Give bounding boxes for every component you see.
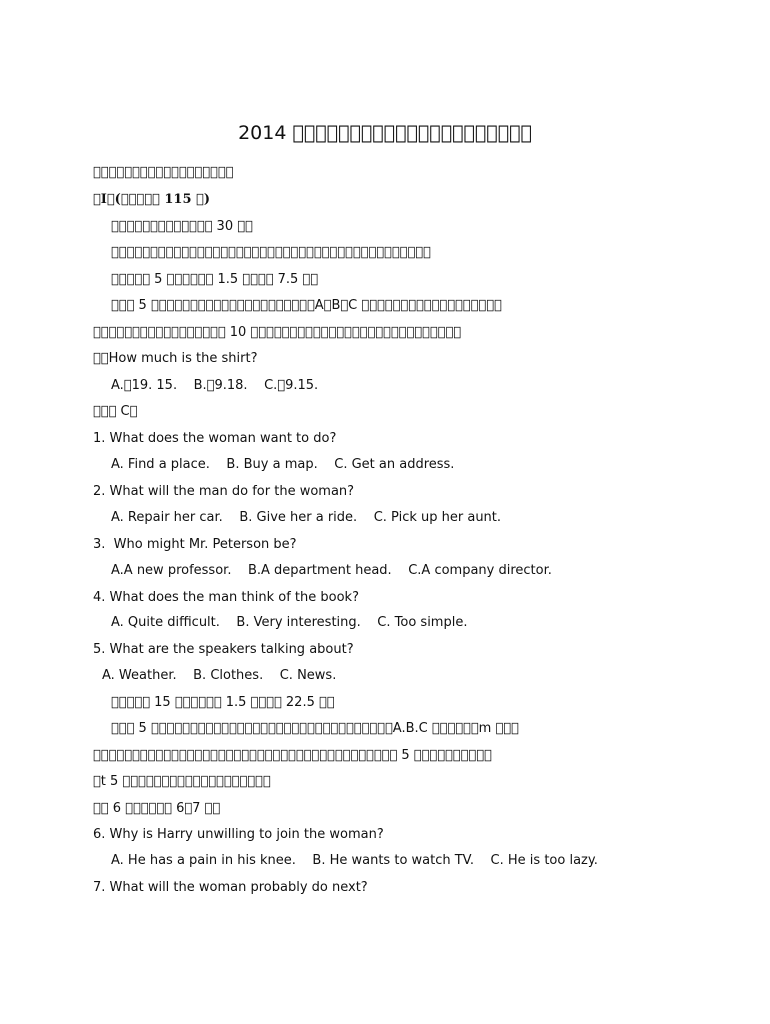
section-two-desc-1: 􀀀􀀀􀀀 5 􀀀􀀀􀀀􀀀􀀀􀀀􀀀􀀀􀀀􀀀􀀀􀀀􀀀􀀀􀀀􀀀􀀀􀀀􀀀􀀀􀀀􀀀􀀀􀀀􀀀􀀀􀀀􀀀􀀀􀀀􀀀A.B.C 􀀀􀀀􀀀􀀀􀀀􀀀m 􀀀􀀀􀀀 <box>111 721 519 736</box>
section-one-desc-2: 􀀀􀀀􀀀􀀀􀀀􀀀􀀀􀀀􀀀􀀀􀀀􀀀􀀀􀀀􀀀􀀀􀀀 10 􀀀􀀀􀀀􀀀􀀀􀀀􀀀􀀀􀀀􀀀􀀀􀀀􀀀􀀀􀀀􀀀􀀀􀀀􀀀􀀀􀀀􀀀􀀀􀀀􀀀􀀀􀀀 <box>93 325 462 340</box>
question-5-options: A. Weather. B. Clothes. C. News. <box>102 668 337 683</box>
document-title: 2014 􀀀􀀀􀀀􀀀􀀀􀀀􀀀􀀀􀀀􀀀􀀀􀀀􀀀􀀀􀀀􀀀􀀀􀀀􀀀􀀀􀀀 <box>238 122 532 144</box>
example-options: A.􀀀19. 15. B.􀀀9.18. C.􀀀9.15. <box>111 378 319 393</box>
question-4-options: A. Quite difficult. B. Very interesting. C. Too simple. <box>111 615 468 630</box>
question-7: 7. What will the woman probably do next? <box>93 880 368 895</box>
part-heading: 􀀀􀀀􀀀􀀀􀀀􀀀􀀀􀀀􀀀􀀀􀀀􀀀􀀀 30 􀀀􀀀 <box>111 219 253 234</box>
group-6-heading: 􀀀􀀀 6 􀀀􀀀􀀀􀀀􀀀􀀀 6􀀀7 􀀀􀀀 <box>93 801 221 816</box>
question-2-options: A. Repair her car. B. Give her a ride. C. Pick up her aunt. <box>111 510 502 525</box>
volume-heading: 􀀀I􀀀(􀀀􀀀􀀀􀀀􀀀 115 􀀀) <box>93 192 210 207</box>
question-1: 1. What does the woman want to do? <box>93 431 337 446</box>
example-answer: 􀀀􀀀􀀀 C􀀀 <box>93 404 138 419</box>
question-3: 3. Who might Mr. Peterson be? <box>93 537 297 552</box>
section-heading: 􀀀􀀀􀀀􀀀􀀀􀀀􀀀􀀀􀀀􀀀􀀀􀀀􀀀􀀀􀀀􀀀􀀀􀀀 <box>93 165 234 180</box>
question-5: 5. What are the speakers talking about? <box>93 642 354 657</box>
question-4: 4. What does the man think of the book? <box>93 590 359 605</box>
question-2: 2. What will the man do for the woman? <box>93 484 355 499</box>
instruction-text: 􀀀􀀀􀀀􀀀􀀀􀀀􀀀􀀀􀀀􀀀􀀀􀀀􀀀􀀀􀀀􀀀􀀀􀀀􀀀􀀀􀀀􀀀􀀀􀀀􀀀􀀀􀀀􀀀􀀀􀀀􀀀􀀀􀀀􀀀􀀀􀀀􀀀􀀀􀀀􀀀􀀀 <box>111 245 431 260</box>
question-1-options: A. Find a place. B. Buy a map. C. Get an address. <box>111 457 455 472</box>
section-one-desc-1: 􀀀􀀀􀀀 5 􀀀􀀀􀀀􀀀􀀀􀀀􀀀􀀀􀀀􀀀􀀀􀀀􀀀􀀀􀀀􀀀􀀀􀀀􀀀􀀀􀀀A􀀀B􀀀C 􀀀􀀀􀀀􀀀􀀀􀀀􀀀􀀀􀀀􀀀􀀀􀀀􀀀􀀀􀀀􀀀􀀀􀀀 <box>111 298 502 313</box>
section-two-desc-2: 􀀀􀀀􀀀􀀀􀀀􀀀􀀀􀀀􀀀􀀀􀀀􀀀􀀀􀀀􀀀􀀀􀀀􀀀􀀀􀀀􀀀􀀀􀀀􀀀􀀀􀀀􀀀􀀀􀀀􀀀􀀀􀀀􀀀􀀀􀀀􀀀􀀀􀀀􀀀 5 􀀀􀀀􀀀􀀀􀀀􀀀􀀀􀀀􀀀􀀀 <box>93 748 492 763</box>
section-one-heading: 􀀀􀀀􀀀􀀀􀀀 5 􀀀􀀀􀀀􀀀􀀀􀀀 1.5 􀀀􀀀􀀀􀀀 7.5 􀀀􀀀 <box>111 272 319 287</box>
question-3-options: A.A new professor. B.A department head. C.A company director. <box>111 563 552 578</box>
section-two-heading: 􀀀􀀀􀀀􀀀􀀀 15 􀀀􀀀􀀀􀀀􀀀􀀀 1.5 􀀀􀀀􀀀􀀀 22.5 􀀀􀀀 <box>111 695 335 710</box>
section-two-desc-3: 􀀀t 5 􀀀􀀀􀀀􀀀􀀀􀀀􀀀􀀀􀀀􀀀􀀀􀀀􀀀􀀀􀀀􀀀􀀀􀀀􀀀 <box>93 774 271 789</box>
question-6-options: A. He has a pain in his knee. B. He wants to watch TV. C. He is too lazy. <box>111 853 598 868</box>
example-question: 􀀀􀀀How much is the shirt? <box>93 351 258 366</box>
question-6: 6. Why is Harry unwilling to join the woman? <box>93 827 384 842</box>
